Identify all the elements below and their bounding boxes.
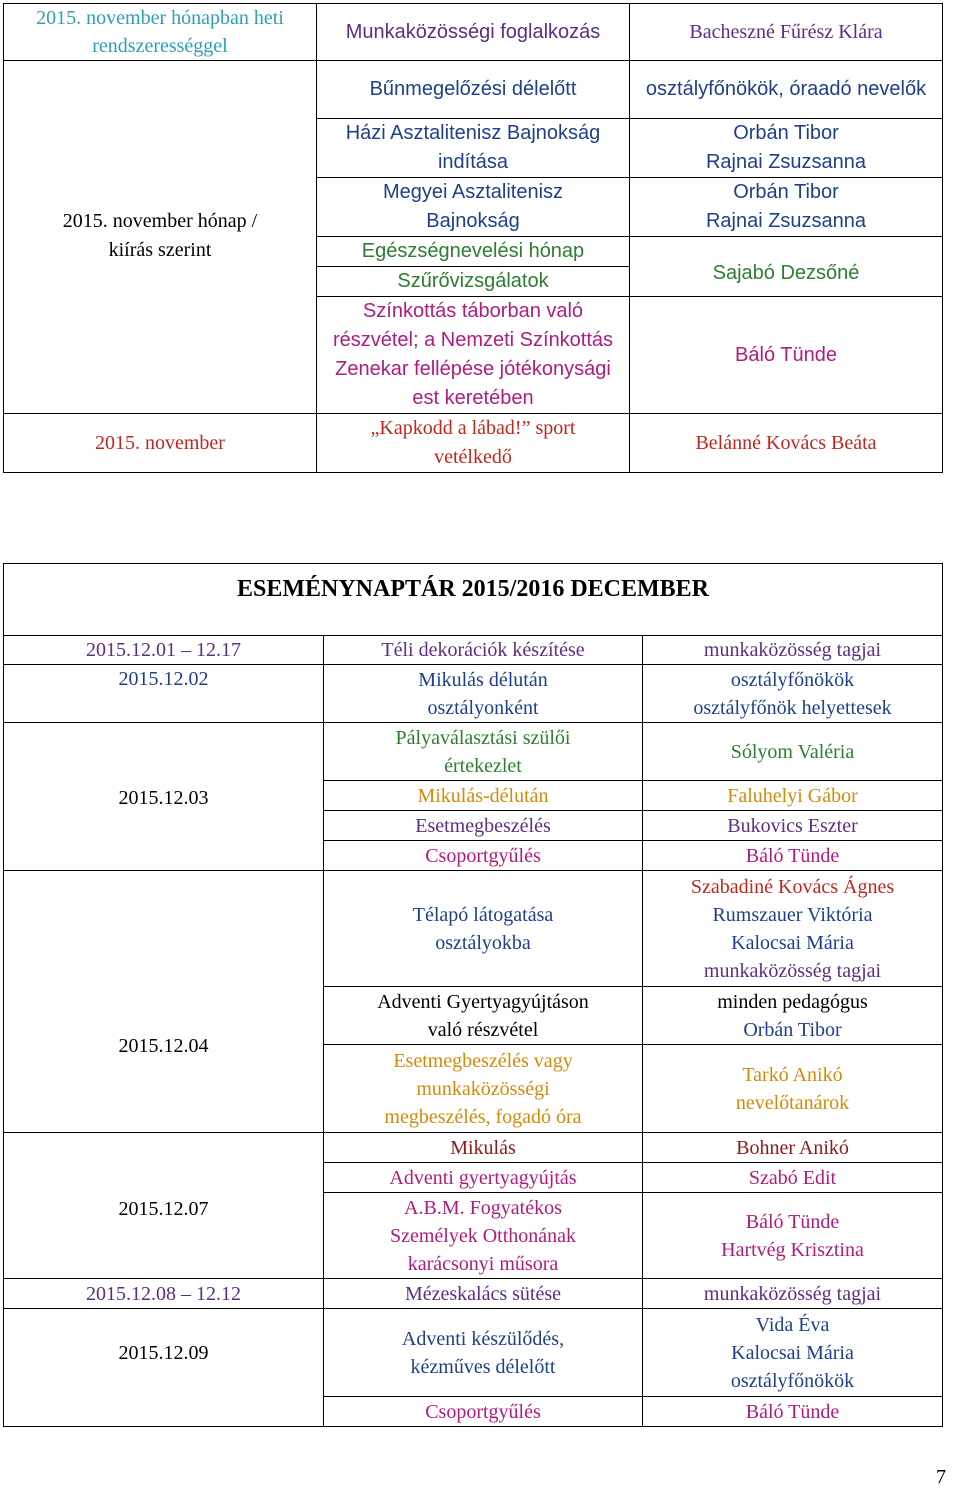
activity-cell (324, 871, 643, 987)
november-table (3, 3, 942, 473)
date-cell (4, 61, 317, 414)
person-line: munkaközösség tagjai (703, 959, 882, 982)
date-line: 2015. november hónap / (62, 210, 258, 232)
person-cell: Bukovics Eszter (643, 811, 943, 841)
person-line: minden pedagógus (717, 990, 868, 1013)
date-cell: 2015.12.07 (4, 1133, 324, 1279)
activity-cell (317, 414, 630, 473)
person-cell: Bohner Anikó (643, 1133, 943, 1163)
person-cell: munkaközösség tagjai (643, 1279, 943, 1309)
activity-line: Mikulás délután (418, 668, 548, 691)
activity-cell: Esetmegbeszélés (324, 811, 643, 841)
activity-cell: Színkottás táborban való részvétel; a Nemzeti Színkottás Zenekar fellépése jótékonysági est keretében (317, 297, 630, 414)
person-cell (643, 1309, 943, 1397)
activity-line: Személyek Otthonának (389, 1224, 577, 1247)
date-cell: 2015. november (4, 414, 317, 473)
person-line: Vida Éva (755, 1313, 830, 1336)
date-cell: 2015.12.04 (4, 871, 324, 1133)
person-line: Rajnai Zsuzsanna (705, 210, 867, 232)
person-cell: Bacheszné Fűrész Klára (630, 4, 943, 61)
person-line: nevelőtanárok (735, 1091, 850, 1114)
person-line: Rumszauer Viktória (712, 903, 873, 926)
person-line: Hartvég Krisztina (721, 1238, 864, 1261)
date-cell: 2015. november hónapban heti rendszerességgel (4, 4, 317, 61)
person-cell (643, 1045, 943, 1133)
person-cell: Belánné Kovács Beáta (630, 414, 943, 473)
person-cell: Báló Tünde (630, 297, 943, 414)
activity-line: megbeszélés, fogadó óra (384, 1105, 582, 1128)
person-cell: Báló Tünde (643, 841, 943, 871)
person-cell (630, 178, 943, 237)
activity-line: kézműves délelőtt (410, 1355, 556, 1378)
activity-line: Adventi Gyertyagyújtáson (377, 990, 589, 1013)
person-cell: Sajabó Dezsőné (630, 237, 943, 297)
person-cell (643, 871, 943, 987)
activity-cell (317, 178, 630, 237)
activity-line: munkaközösségi (416, 1077, 550, 1100)
activity-cell: Mikulás-délután (324, 781, 643, 811)
date-cell: 2015.12.08 – 12.12 (4, 1279, 324, 1309)
activity-line: karácsonyi műsora (407, 1252, 559, 1275)
activity-line: Esetmegbeszélés vagy (393, 1049, 573, 1072)
person-line: osztályfőnök helyettesek (693, 696, 892, 719)
activity-cell: Csoportgyűlés (324, 841, 643, 871)
december-events (3, 636, 943, 1427)
activity-cell (324, 1193, 643, 1279)
activity-cell: Csoportgyűlés (324, 1397, 643, 1427)
activity-cell: Bűnmegelőzési délelőtt (317, 61, 630, 119)
date-cell: 2015.12.01 – 12.17 (4, 636, 324, 665)
person-line: osztályfőnökök (730, 1369, 855, 1392)
activity-line: osztályokba (435, 931, 531, 954)
activity-cell: Házi Asztalitenisz Bajnokság indítása (317, 119, 630, 178)
date-cell: 2015.12.02 (4, 665, 324, 723)
person-cell (643, 1193, 943, 1279)
activity-cell (324, 1045, 643, 1133)
activity-line: Bajnokság (426, 210, 520, 232)
activity-cell: Egészségnevelési hónap (317, 237, 630, 267)
date-line: kiírás szerint (108, 239, 212, 261)
person-line: Báló Tünde (745, 1210, 840, 1233)
activity-cell (324, 987, 643, 1045)
activity-line: „Kapkodd a lábad!” sport (370, 417, 576, 439)
calendar-title: ESEMÉNYNAPTÁR 2015/2016 DECEMBER (4, 564, 943, 636)
person-cell: Faluhelyi Gábor (643, 781, 943, 811)
person-line: Orbán Tibor (733, 181, 839, 203)
person-cell (630, 119, 943, 178)
activity-cell: Mikulás (324, 1133, 643, 1163)
december-table (3, 563, 942, 1427)
person-line: Orbán Tibor (743, 1018, 842, 1041)
activity-line: Adventi készülődés, (401, 1327, 565, 1350)
person-line: Tarkó Anikó (742, 1063, 843, 1086)
activity-cell: Mézeskalács sütése (324, 1279, 643, 1309)
activity-line: értekezlet (444, 754, 522, 777)
page-number: 7 (936, 1466, 946, 1488)
activity-cell (324, 1309, 643, 1397)
activity-line: vetélkedő (434, 446, 512, 468)
person-cell: Szabó Edit (643, 1163, 943, 1193)
activity-line: Télapó látogatása (412, 903, 554, 926)
person-line: Szabadiné Kovács Ágnes (690, 875, 895, 898)
person-cell: osztályfőnökök, óraadó nevelők (630, 61, 943, 119)
person-line: Rajnai Zsuzsanna (705, 151, 867, 173)
person-line: Kalocsai Mária (731, 931, 854, 954)
activity-line: A.B.M. Fogyatékos (404, 1196, 562, 1219)
activity-cell: Munkaközösségi foglalkozás (317, 4, 630, 61)
person-cell: Sólyom Valéria (643, 723, 943, 781)
activity-line: Pályaválasztási szülői (395, 726, 571, 749)
activity-line: osztályonként (427, 696, 539, 719)
activity-line: Megyei Asztalitenisz (382, 181, 564, 203)
activity-cell (324, 723, 643, 781)
activity-cell: Téli dekorációk készítése (324, 636, 643, 665)
activity-cell: Adventi gyertyagyújtás (324, 1163, 643, 1193)
person-line: Kalocsai Mária (731, 1341, 854, 1364)
activity-cell: Szűrővizsgálatok (317, 267, 630, 297)
person-cell: munkaközösség tagjai (643, 636, 943, 665)
activity-line: való részvétel (427, 1018, 539, 1041)
person-line: osztályfőnökök (730, 668, 855, 691)
date-cell: 2015.12.03 (4, 723, 324, 871)
person-cell (643, 987, 943, 1045)
activity-cell (324, 665, 643, 723)
date-cell: 2015.12.09 (4, 1309, 324, 1427)
person-cell: Báló Tünde (643, 1397, 943, 1427)
person-line: Orbán Tibor (733, 122, 839, 144)
person-cell (643, 665, 943, 723)
